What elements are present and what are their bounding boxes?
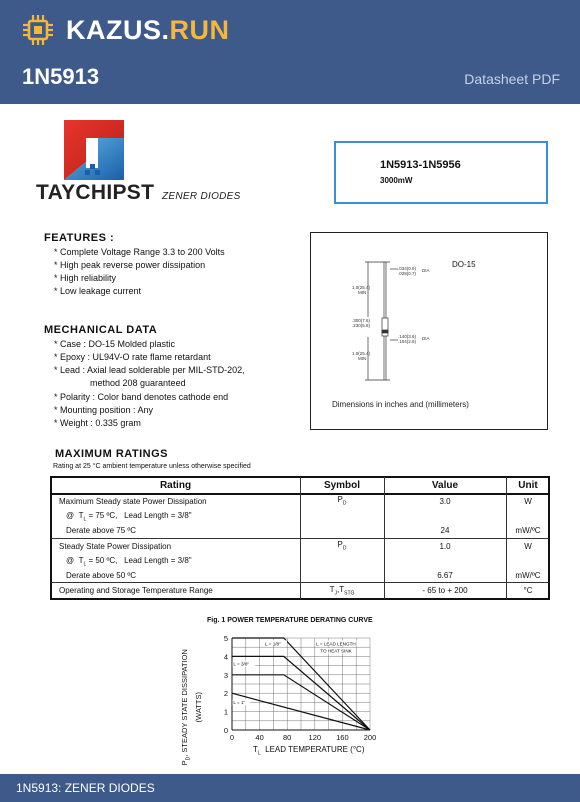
feature-item: * High reliability xyxy=(54,273,117,283)
mechanical-item: * Mounting position : Any xyxy=(54,405,154,415)
chart-annotation: L = 3/8" xyxy=(233,661,250,667)
company-wordmark: TAYCHIPST xyxy=(36,181,155,204)
site-footer: 1N5913: ZENER DIODES xyxy=(0,774,580,802)
chart-x-tick-label: 160 xyxy=(336,733,349,742)
rating-cell: Derate above 50 ºC xyxy=(66,571,137,580)
dim-lead-dia: .034(0.9) .028(0.7) xyxy=(398,266,417,276)
value-cell: 6.67 xyxy=(437,571,453,580)
value-cell: 1.0 xyxy=(439,542,451,551)
mechanical-item: * Weight : 0.335 gram xyxy=(54,418,141,428)
col-header-value: Value xyxy=(431,480,459,491)
col-header-unit: Unit xyxy=(518,480,538,491)
chart-annotation: L = LEAD LENGTH xyxy=(316,641,356,647)
chart-annotation: L = 1/8" xyxy=(265,641,281,647)
dim-lead-length-top: 1.0(25.4) MIN xyxy=(352,285,371,295)
chart-xlabel: $T_L$ LEAD TEMPERATURE (°C) xyxy=(253,745,365,757)
symbol-cell: $T_J,T_{STG}$ xyxy=(329,585,355,597)
chart-y-tick-label: 1 xyxy=(223,707,228,717)
dim-body-length: .300(7.6) .230(5.8) xyxy=(352,318,371,328)
mechanical-item: * Lead : Axial lead solderable per MIL-STD-202, xyxy=(54,365,245,375)
feature-item: * High peak reverse power dissipation xyxy=(54,260,206,270)
mechanical-item: * Epoxy : UL94V-O rate flame retardant xyxy=(54,352,211,362)
taychipst-logo-icon xyxy=(64,120,124,180)
chart-annotation: TO HEAT SINK xyxy=(320,648,352,654)
derating-chart xyxy=(200,628,400,746)
chart-x-tick-label: 120 xyxy=(308,733,322,742)
rating-cell: Steady State Power Dissipation xyxy=(59,542,172,551)
mechanical-item: * Polarity : Color band denotes cathode end xyxy=(54,392,229,402)
chart-x-tick-label: 200 xyxy=(363,733,377,742)
diagram-caption: Dimensions in inches and (millimeters) xyxy=(332,400,469,409)
feature-item: * Low leakage current xyxy=(54,286,142,296)
unit-cell: mW/ºC xyxy=(515,571,541,580)
rating-cell: Maximum Steady state Power Dissipation xyxy=(59,497,207,506)
unit-cell: °C xyxy=(523,586,533,595)
rating-cell: @ $T_L = 50$ ºC, Lead Length = 3/8" xyxy=(66,556,192,568)
chart-x-tick-label: 40 xyxy=(255,733,264,742)
value-cell: 24 xyxy=(440,526,450,535)
table-rule xyxy=(506,477,507,599)
table-rule xyxy=(384,477,385,599)
site-brand[interactable] xyxy=(22,12,230,48)
value-cell: 3.0 xyxy=(439,497,451,506)
symbol-cell: $P_D$ xyxy=(337,540,347,552)
unit-cell: W xyxy=(524,497,532,506)
feature-item: * Complete Voltage Range 3.3 to 200 Volts xyxy=(54,247,225,257)
chart-y-tick-label: 2 xyxy=(223,689,228,699)
part-range: 1N5913-1N5956 xyxy=(380,159,461,171)
ratings-title: MAXIMUM RATINGS xyxy=(55,448,169,460)
unit-cell: mW/ºC xyxy=(515,526,541,535)
mechanical-item: * Case : DO-15 Molded plastic xyxy=(54,339,176,349)
mechanical-title: MECHANICAL DATA xyxy=(44,324,158,336)
chart-annotation: L = 1" xyxy=(233,700,246,706)
page-subtitle[interactable]: Datasheet PDF xyxy=(464,71,560,87)
col-header-symbol: Symbol xyxy=(323,480,361,491)
package-name: DO-15 xyxy=(452,260,476,269)
part-power: 3000mW xyxy=(380,176,413,185)
features-title: FEATURES : xyxy=(44,232,115,244)
symbol-cell: $P_D$ xyxy=(337,495,347,507)
rating-cell: @ $T_L = 75$ ºC, Lead Length = 3/8" xyxy=(66,511,192,523)
chart-y-tick-label: 3 xyxy=(223,670,228,680)
dim-body-dia: .140(3.6) .104(2.6) xyxy=(398,334,417,344)
value-cell: - 65 to + 200 xyxy=(422,586,468,595)
chart-x-tick-label: 0 xyxy=(229,733,235,742)
dim-body-dia-label: DIA xyxy=(422,336,430,341)
dim-lead-length-bottom: 1.0(25.4) MIN xyxy=(352,351,371,361)
chart-ylabel: $P_D$, STEADY STATE DISSIPATION (WATTS) xyxy=(179,649,203,766)
brand-name: KAZUS.RUN xyxy=(66,14,230,45)
chart-title: Fig. 1 POWER TEMPERATURE DERATING CURVE xyxy=(207,617,373,624)
rating-cell: Operating and Storage Temperature Range xyxy=(59,586,213,595)
ratings-note: Rating at 25 °C ambient temperature unless otherwise specified xyxy=(53,463,251,470)
page-title: 1N5913 xyxy=(22,64,100,89)
chart-y-tick-label: 5 xyxy=(223,634,228,643)
col-header-rating: Rating xyxy=(159,480,192,491)
unit-cell: W xyxy=(524,542,532,551)
dim-lead-dia-label: DIA xyxy=(422,268,430,273)
rating-cell: Derate above 75 ºC xyxy=(66,526,137,535)
chart-y-tick-label: 0 xyxy=(223,726,228,735)
part-number-box xyxy=(334,141,548,204)
chart-x-tick-label: 80 xyxy=(283,733,292,742)
mechanical-item: method 208 guaranteed xyxy=(90,378,186,388)
product-category: ZENER DIODES xyxy=(162,191,241,202)
chart-y-tick-label: 4 xyxy=(223,652,228,662)
chip-logo-icon xyxy=(22,14,54,46)
site-header xyxy=(0,0,580,104)
